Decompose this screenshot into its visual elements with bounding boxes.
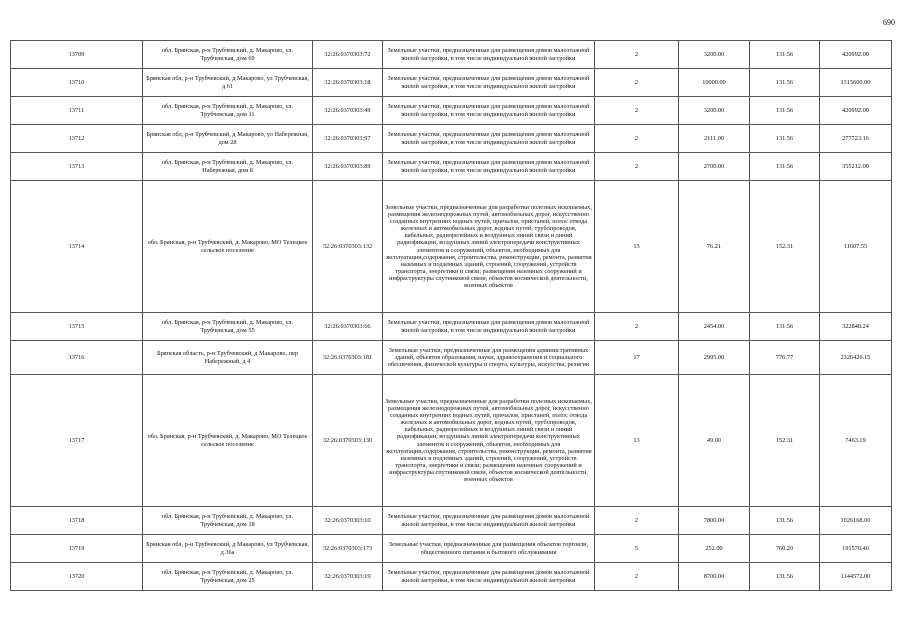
- area-cell: 2995.00: [679, 341, 750, 375]
- area-cell: 8700.00: [679, 563, 750, 591]
- use-group-code-cell: 5: [595, 535, 679, 563]
- specific-value-cell: 131.56: [750, 69, 820, 97]
- row-number: 13715: [11, 313, 143, 341]
- specific-value-cell: 131.56: [750, 41, 820, 69]
- cadastral-number-cell: 32:26:0370303:89: [313, 153, 383, 181]
- row-number: 13709: [11, 41, 143, 69]
- row-number: 13720: [11, 563, 143, 591]
- row-number: 13719: [11, 535, 143, 563]
- land-use-description-cell: Земельные участки, предназначенные для размещения домов малоэтажной жилой застройки, в том числе индивидуальной жилой застройки: [383, 41, 595, 69]
- specific-value-cell: 131.56: [750, 507, 820, 535]
- cadastral-value-cell: 1315600.00: [820, 69, 892, 97]
- land-use-description-cell: Земельные участки, предназначенные для размещения административных зданий, объектов образования, науки, здравоохранения и социального обеспечения, физической культуры и спорта, культуры, искусства, религии: [383, 341, 595, 375]
- use-group-code-cell: 2: [595, 313, 679, 341]
- table-row: [11, 69, 892, 97]
- cadastral-number-cell: 32:26:0370303:49: [313, 97, 383, 125]
- table-row: [11, 563, 892, 591]
- area-cell: 3200.00: [679, 41, 750, 69]
- cadastral-number-cell: 32:26:0370303:97: [313, 125, 383, 153]
- table-row: [11, 313, 892, 341]
- cadastral-number-cell: 32:26:0370303:132: [313, 181, 383, 313]
- use-group-code-cell: 13: [595, 181, 679, 313]
- cadastral-number-cell: 32:26:0370303:10: [313, 507, 383, 535]
- area-cell: 10000.00: [679, 69, 750, 97]
- row-number: 13713: [11, 153, 143, 181]
- use-group-code-cell: 17: [595, 341, 679, 375]
- area-cell: 76.21: [679, 181, 750, 313]
- cadastral-number-cell: 32:26:0370303:66: [313, 313, 383, 341]
- cadastral-value-cell: 11607.55: [820, 181, 892, 313]
- table-row: [11, 153, 892, 181]
- area-cell: 3200.00: [679, 97, 750, 125]
- use-group-code-cell: 2: [595, 41, 679, 69]
- land-use-description-cell: Земельные участки, предназначенные для размещения домов малоэтажной жилой застройки, в том числе индивидуальной жилой застройки: [383, 97, 595, 125]
- cadastral-value-cell: 355212.00: [820, 153, 892, 181]
- specific-value-cell: 131.56: [750, 153, 820, 181]
- area-cell: 2111.00: [679, 125, 750, 153]
- cadastral-value-cell: 1026168.00: [820, 507, 892, 535]
- address-cell: обл. Брянская, р-н Трубчевский, д. Макарово, ул. Трубчевская, дом 69: [143, 41, 313, 69]
- cadastral-value-cell: 2326426.15: [820, 341, 892, 375]
- table-row: [11, 341, 892, 375]
- table-row: [11, 125, 892, 153]
- area-cell: 49.00: [679, 375, 750, 507]
- specific-value-cell: 131.56: [750, 313, 820, 341]
- page-number: 690: [883, 18, 895, 27]
- specific-value-cell: 131.56: [750, 125, 820, 153]
- area-cell: 7800.00: [679, 507, 750, 535]
- specific-value-cell: 152.31: [750, 375, 820, 507]
- use-group-code-cell: 2: [595, 153, 679, 181]
- specific-value-cell: 776.77: [750, 341, 820, 375]
- cadastral-number-cell: 32:26:0370303:18: [313, 69, 383, 97]
- land-use-description-cell: Земельные участки, предназначенные для размещения домов малоэтажной жилой застройки, в том числе индивидуальной жилой застройки: [383, 563, 595, 591]
- address-cell: обл. Брянская, р-н Трубчевский, д. Макарово, ул. Трубчевская, дом 11: [143, 97, 313, 125]
- address-cell: обл. Брянская, р-н Трубчевский, д. Макарово, ул. Набережная, дом 8: [143, 153, 313, 181]
- use-group-code-cell: 13: [595, 375, 679, 507]
- specific-value-cell: 152.31: [750, 181, 820, 313]
- table-row: [11, 181, 892, 313]
- address-cell: Брянская обл, р-н Трубчевский, д Макарово, ул Трубчевская, д 61: [143, 69, 313, 97]
- specific-value-cell: 131.56: [750, 97, 820, 125]
- use-group-code-cell: 2: [595, 125, 679, 153]
- cadastral-value-cell: 420992.00: [820, 97, 892, 125]
- cadastral-value-cell: 1144572.00: [820, 563, 892, 591]
- address-cell: обл. Брянская, р-н Трубчевский, д. Макарово, МО Телецкое сельское поселение: [143, 375, 313, 507]
- table-row: [11, 97, 892, 125]
- row-number: 13716: [11, 341, 143, 375]
- row-number: 13710: [11, 69, 143, 97]
- specific-value-cell: 131.56: [750, 563, 820, 591]
- address-cell: Брянская обл, р-н Трубчевский, д Макарово, ул Набережная, дом 28: [143, 125, 313, 153]
- area-cell: 2700.00: [679, 153, 750, 181]
- use-group-code-cell: 2: [595, 97, 679, 125]
- area-cell: 252.00: [679, 535, 750, 563]
- land-use-description-cell: Земельные участки, предназначенные для размещения домов малоэтажной жилой застройки, в том числе индивидуальной жилой застройки: [383, 153, 595, 181]
- cadastral-value-cell: 277723.16: [820, 125, 892, 153]
- address-cell: обл. Брянская, р-н Трубчевский, д. Макарово, МО Телецкое сельское поселение: [143, 181, 313, 313]
- cadastral-number-cell: 32:26:0370303:130: [313, 375, 383, 507]
- address-cell: обл. Брянская, р-н Трубчевский, д. Макарово, ул. Трубчевская, дом 25: [143, 563, 313, 591]
- cadastral-value-cell: 420992.00: [820, 41, 892, 69]
- table-row: [11, 507, 892, 535]
- land-use-description-cell: Земельные участки, предназначенные для размещения домов малоэтажной жилой застройки, в том числе индивидуальной жилой застройки: [383, 313, 595, 341]
- cadastral-number-cell: 32:26:0370303:72: [313, 41, 383, 69]
- address-cell: обл. Брянская, р-н Трубчевский, д. Макарово, ул. Трубчевская, дом 55: [143, 313, 313, 341]
- land-registry-table: [10, 40, 892, 591]
- row-number: 13712: [11, 125, 143, 153]
- address-cell: Брянская обл, р-н Трубчевский, д Макарово, ул Трубчевская, д 36а: [143, 535, 313, 563]
- row-number: 13717: [11, 375, 143, 507]
- table-row: [11, 41, 892, 69]
- cadastral-number-cell: 32:26:0370303:181: [313, 341, 383, 375]
- cadastral-value-cell: 322848.24: [820, 313, 892, 341]
- address-cell: обл. Брянская, р-н Трубчевский, д. Макарово, ул. Трубчевская, дом 18: [143, 507, 313, 535]
- cadastral-value-cell: 191570.40: [820, 535, 892, 563]
- area-cell: 2454.00: [679, 313, 750, 341]
- land-use-description-cell: Земельные участки, предназначенные для размещения домов малоэтажной жилой застройки, в том числе индивидуальной жилой застройки: [383, 69, 595, 97]
- land-use-description-cell: Земельные участки, предназначенные для размещения домов малоэтажной жилой застройки, в том числе индивидуальной жилой застройки: [383, 507, 595, 535]
- cadastral-number-cell: 32:26:0370303:19: [313, 563, 383, 591]
- address-cell: Брянская область, р-н Трубчевский, д Макарово, пер Набережный, д 4: [143, 341, 313, 375]
- use-group-code-cell: 2: [595, 69, 679, 97]
- cadastral-value-cell: 7463.19: [820, 375, 892, 507]
- cadastral-number-cell: 32:26:0370303:173: [313, 535, 383, 563]
- land-use-description-cell: Земельные участки, предназначенные для размещения домов малоэтажной жилой застройки, в том числе индивидуальной жилой застройки: [383, 125, 595, 153]
- row-number: 13718: [11, 507, 143, 535]
- table-row: [11, 535, 892, 563]
- table-row: [11, 375, 892, 507]
- use-group-code-cell: 2: [595, 507, 679, 535]
- land-use-description-cell: Земельные участки, предназначенные для размещения объектов торговли, общественного питания и бытового обслуживания: [383, 535, 595, 563]
- row-number: 13714: [11, 181, 143, 313]
- row-number: 13711: [11, 97, 143, 125]
- use-group-code-cell: 2: [595, 563, 679, 591]
- specific-value-cell: 760.20: [750, 535, 820, 563]
- land-use-description-cell: Земельные участки, предназначенные для разработки полезных ископаемых, размещения железнодорожных путей, автомобильных дорог, искусственно созданных внутренних водных путей, причалов, пристаней, полос отвода железных и автомобильных дорог, водных путей, трубопроводов, кабельных, радиорелейных и воздушных линий связи и линий радиофикации, воздушных линий электропередачи конструктивных элементов и сооружений, объектов, необходимых для эксплуатации,содержания, строительства, реконструкции, ремонта, развития наземных и подземных зданий, строений, сооружений, устройств транспорта, энергетики и связи; размещения наземных сооружений и инфраструктуры спутниковой связи, объектов космической деятельности, военных объектов: [383, 375, 595, 507]
- land-use-description-cell: Земельные участки, предназначенные для разработки полезных ископаемых, размещения железнодорожных путей, автомобильных дорог, искусственно созданных внутренних водных путей, причалов, пристаней, полос отвода железных и автомобильных дорог, водных путей, трубопроводов, кабельных, радиорелейных и воздушных линий связи и линий радиофикации, воздушных линий электропередачи конструктивных элементов и сооружений, объектов, необходимых для эксплуатации,содержания, строительства, реконструкции, ремонта, развития наземных и подземных зданий, строений, сооружений, устройств транспорта, энергетики и связи; размещения наземных сооружений и инфраструктуры спутниковой связи, объектов космической деятельности, военных объектов: [383, 181, 595, 313]
